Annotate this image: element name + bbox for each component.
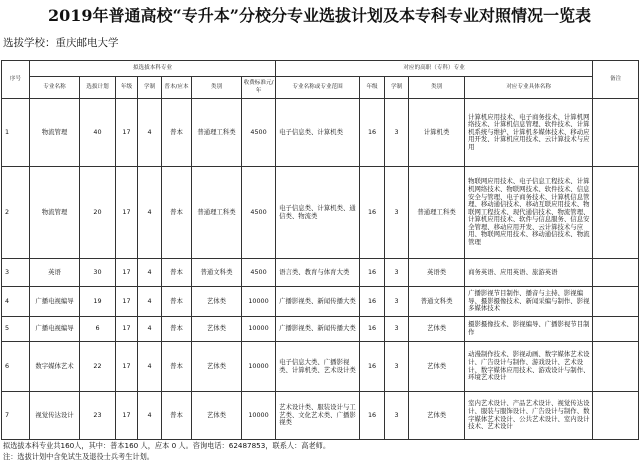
row-plan: 23 (80, 392, 116, 440)
header-college-level: 年级 (360, 77, 385, 99)
row-category: 艺体类 (192, 342, 242, 392)
row-college-years: 3 (385, 259, 409, 287)
row-major: 物流管理 (30, 99, 80, 167)
row-years: 4 (138, 392, 162, 440)
row-college-grade: 16 (360, 259, 385, 287)
row-years: 4 (138, 317, 162, 342)
row-college-category: 艺体类 (409, 392, 465, 440)
header-category: 类别 (192, 77, 242, 99)
row-category: 普通理工科类 (192, 99, 242, 167)
header-remark: 备注 (593, 61, 639, 99)
header-college-scope: 专业名称或专业范围 (276, 77, 360, 99)
row-fee: 10000 (242, 317, 276, 342)
row-years: 4 (138, 287, 162, 317)
row-remark (593, 287, 639, 317)
row-years: 4 (138, 167, 162, 259)
row-remark (593, 317, 639, 342)
row-grade: 17 (116, 342, 138, 392)
row-college-grade: 16 (360, 317, 385, 342)
row-plan: 20 (80, 167, 116, 259)
row-major: 数字媒体艺术 (30, 342, 80, 392)
row-type: 普本 (162, 167, 192, 259)
table-row (2, 99, 639, 167)
row-grade: 17 (116, 287, 138, 317)
row-detail: 商务英语、应用英语、旅游英语 (465, 259, 593, 287)
row-college-grade: 16 (360, 392, 385, 440)
page-title: 2019年普通高校“专升本”分校分专业选拔计划及本专科专业对照情况一览表 (48, 6, 591, 25)
row-years: 4 (138, 99, 162, 167)
footnote-remark: 注：选拔计划中含免试生及退役士兵考生计划。 (3, 452, 154, 461)
table-row (2, 167, 639, 259)
row-type: 普本 (162, 259, 192, 287)
selection-school-label: 选拔学校：重庆邮电大学 (3, 37, 119, 49)
header-type: 普本/应本 (162, 77, 192, 99)
row-seq: 1 (2, 99, 30, 167)
row-fee: 10000 (242, 342, 276, 392)
row-seq: 5 (2, 317, 30, 342)
row-category: 艺体类 (192, 317, 242, 342)
row-remark (593, 99, 639, 167)
row-remark (593, 167, 639, 259)
row-seq: 7 (2, 392, 30, 440)
row-fee: 4500 (242, 259, 276, 287)
row-detail: 摄影摄像技术、影视编导、广播影视节目制作 (465, 317, 593, 342)
row-college-years: 3 (385, 342, 409, 392)
row-college-category: 英语类 (409, 259, 465, 287)
row-college-years: 3 (385, 287, 409, 317)
header-college-category: 类别 (409, 77, 465, 99)
row-seq: 3 (2, 259, 30, 287)
row-scope: 广播影视类、新闻传播大类 (276, 287, 360, 317)
row-plan: 19 (80, 287, 116, 317)
row-college-category: 普通理工科类 (409, 167, 465, 259)
row-college-category: 艺体类 (409, 317, 465, 342)
row-college-category: 计算机类 (409, 99, 465, 167)
row-grade: 17 (116, 392, 138, 440)
row-fee: 10000 (242, 287, 276, 317)
row-grade: 17 (116, 99, 138, 167)
row-grade: 17 (116, 167, 138, 259)
row-detail: 物联网应用技术、电子信息工程技术、计算机网络技术、物联网技术、软件技术、信息安全与管理、电子商务技术、计算机信息管理、移动通信技术、移动互联应用技术、物联网工程技术、现代通信技术、物流管理、计算机应用技术、软件与信息服务、信息安全管理、移动应用开发、云计算技术与应用、物联网应用技术、移动通信技术、物流管理 (465, 167, 593, 259)
row-seq: 2 (2, 167, 30, 259)
row-category: 普通文科类 (192, 259, 242, 287)
header-college-detail: 对应专业具体名称 (465, 77, 593, 99)
row-category: 艺体类 (192, 287, 242, 317)
row-type: 普本 (162, 287, 192, 317)
row-seq: 4 (2, 287, 30, 317)
footnote-summary: 拟选拔本科专业共160人，其中：普本160 人，应本 0 人。咨询电话：62487853，联系人：高老师。 (3, 441, 331, 450)
row-years: 4 (138, 342, 162, 392)
row-plan: 30 (80, 259, 116, 287)
header-fee: 收费标准元/年 (242, 77, 276, 99)
row-scope: 艺术设计类、服装设计与工艺类、文化艺术类、广播影视类 (276, 392, 360, 440)
table-row (2, 259, 639, 287)
row-scope: 电子信息大类、广播影视类、计算机类、艺术设计类 (276, 342, 360, 392)
row-plan: 22 (80, 342, 116, 392)
header-plan-count: 选拔计划 (80, 77, 116, 99)
row-remark (593, 342, 639, 392)
row-type: 普本 (162, 342, 192, 392)
row-college-years: 3 (385, 317, 409, 342)
row-college-grade: 16 (360, 287, 385, 317)
header-college-duration: 学制 (385, 77, 409, 99)
header-seq: 序号 (2, 61, 30, 99)
table-row (2, 317, 639, 342)
row-grade: 17 (116, 317, 138, 342)
row-scope: 电子信息类、计算机类 (276, 99, 360, 167)
row-scope: 广播影视类、新闻传播大类 (276, 317, 360, 342)
row-category: 普通理工科类 (192, 167, 242, 259)
row-college-category: 艺体类 (409, 342, 465, 392)
row-plan: 40 (80, 99, 116, 167)
row-college-years: 3 (385, 392, 409, 440)
row-major: 物流管理 (30, 167, 80, 259)
row-detail: 广播影视节目制作、播音与主持、影视编导、摄影摄像技术、新闻采编与制作、影视多媒体技术 (465, 287, 593, 317)
row-type: 普本 (162, 317, 192, 342)
row-type: 普本 (162, 99, 192, 167)
row-years: 4 (138, 259, 162, 287)
row-remark (593, 259, 639, 287)
row-major: 视觉传达设计 (30, 392, 80, 440)
row-fee: 4500 (242, 167, 276, 259)
row-type: 普本 (162, 392, 192, 440)
row-college-grade: 16 (360, 342, 385, 392)
table-row (2, 287, 639, 317)
row-remark (593, 392, 639, 440)
row-college-years: 3 (385, 99, 409, 167)
row-college-category: 普通文科类 (409, 287, 465, 317)
plan-table (1, 60, 639, 440)
row-scope: 语言类、教育与体育大类 (276, 259, 360, 287)
row-major: 广播电视编导 (30, 287, 80, 317)
header-college-group: 对应的高职（专科）专业 (276, 61, 593, 77)
footnotes (3, 440, 330, 462)
row-fee: 4500 (242, 99, 276, 167)
row-college-grade: 16 (360, 99, 385, 167)
row-major: 广播电视编导 (30, 317, 80, 342)
header-undergrad-group: 拟选拔本科专业 (30, 61, 276, 77)
row-plan: 6 (80, 317, 116, 342)
header-major-name: 专业名称 (30, 77, 80, 99)
row-seq: 6 (2, 342, 30, 392)
row-scope: 电子信息类、计算机类、通信类、物流类 (276, 167, 360, 259)
table-row (2, 392, 639, 440)
table-row (2, 342, 639, 392)
row-detail: 室内艺术设计、产品艺术设计、视觉传达设计、服装与服饰设计、广告设计与制作、数字媒体艺术设计、公共艺术设计、室内设计技术、艺术设计 (465, 392, 593, 440)
header-level: 年级 (116, 77, 138, 99)
row-major: 英语 (30, 259, 80, 287)
row-fee: 10000 (242, 392, 276, 440)
row-grade: 17 (116, 259, 138, 287)
row-college-years: 3 (385, 167, 409, 259)
row-detail: 动漫制作技术、影视动画、数字媒体艺术设计、广告设计与制作、游戏设计、艺术设计、数字媒体应用技术、游戏设计与制作、环境艺术设计 (465, 342, 593, 392)
row-college-grade: 16 (360, 167, 385, 259)
row-category: 艺体类 (192, 392, 242, 440)
header-duration: 学制 (138, 77, 162, 99)
row-detail: 计算机应用技术、电子商务技术、计算机网络技术、计算机信息管理、软件技术、计算机系统与维护、计算机多媒体技术、移动应用开发、计算机应用技术、云计算技术与应用 (465, 99, 593, 167)
